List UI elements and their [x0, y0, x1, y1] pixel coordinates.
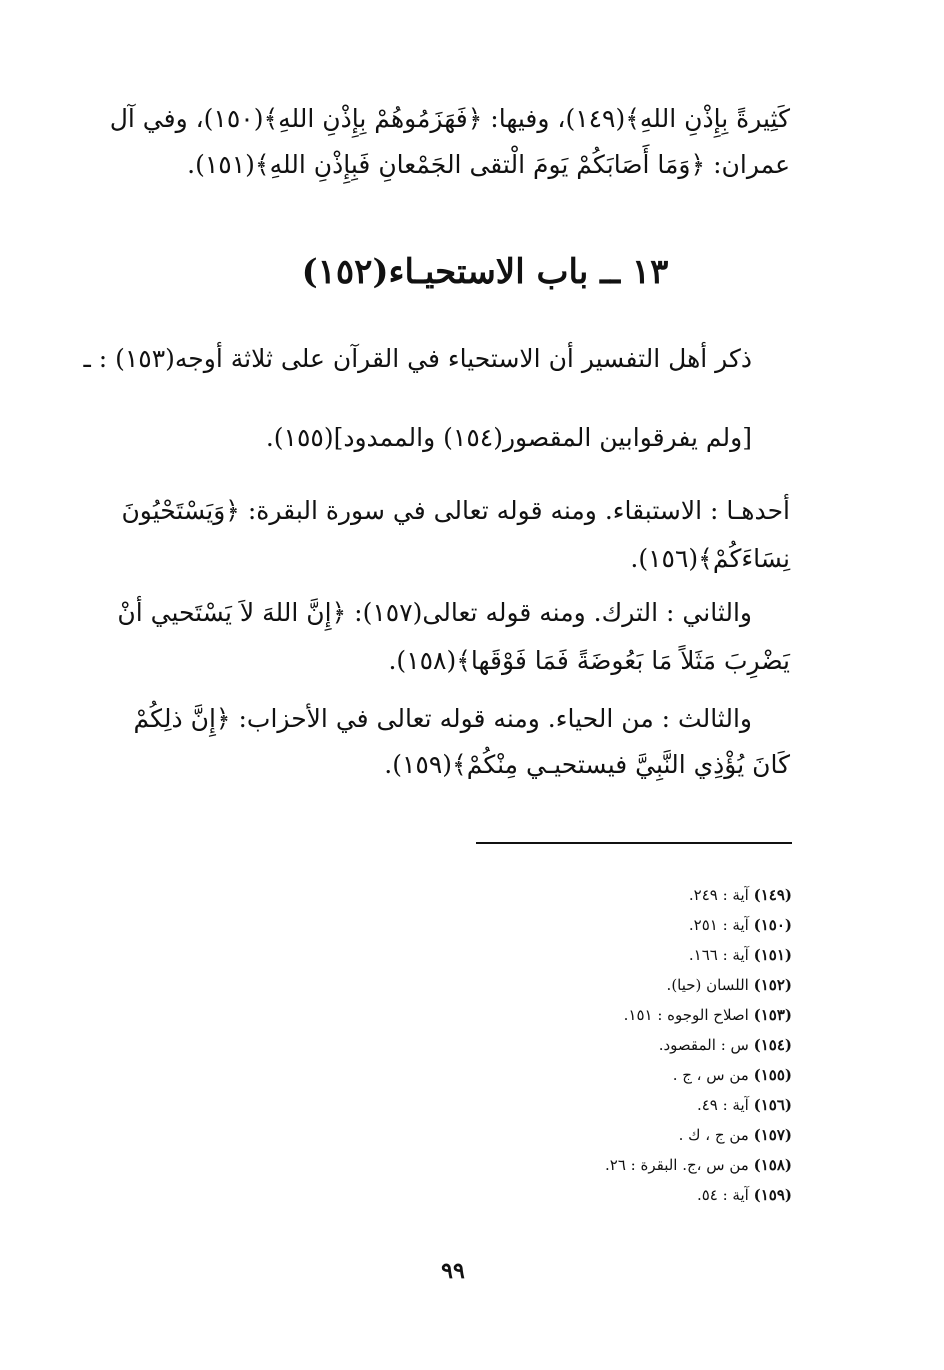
footnote-text: من س ،ج. البقرة : ٢٦. — [604, 1156, 749, 1174]
footnote-number: (١٥١) — [753, 946, 792, 964]
footnote-text: اللسان (حيا). — [666, 976, 749, 994]
footnote-158 — [605, 1154, 792, 1176]
footnote-number: (١٥٠) — [753, 916, 792, 934]
footnote-text: آية : ٤٩. — [696, 1096, 749, 1114]
footnote-text: من س ، ج . — [672, 1066, 749, 1084]
paragraph-third-line-1: والثالث : من الحياء. ومنه قوله تعالى في الأحزاب: ﴿إِنَّ ذلِكُمْ — [133, 704, 752, 733]
footnote-number: (١٥٨) — [753, 1156, 792, 1174]
footnote-text: آية : ٢٤٩. — [688, 886, 749, 904]
footnote-text: آية : ٥٤. — [696, 1186, 749, 1204]
footnote-text: آية : ١٦٦. — [688, 946, 749, 964]
footnote-text: س : المقصود. — [658, 1036, 749, 1054]
footnote-number: (١٤٩) — [753, 886, 792, 904]
footnote-157 — [679, 1124, 792, 1146]
footnote-text: اصلاح الوجوه : ١٥١. — [623, 1006, 749, 1024]
footnote-151 — [689, 944, 792, 966]
footnote-text: من ج ، ك . — [678, 1126, 749, 1144]
paragraph-intro: ذكر أهل التفسير أن الاستحياء في القرآن على ثلاثة أوجه(١٥٣) : ـ — [83, 344, 752, 373]
paragraph-second-line-1: والثاني : الترك. ومنه قوله تعالى(١٥٧): ﴿إِنَّ اللهَ لاَ يَسْتَحيي أنْ — [117, 598, 752, 627]
paragraph-note: [ولم يفرقوابين المقصور(١٥٤) والممدود](١٥٥). — [265, 423, 752, 452]
footnote-number: (١٥٦) — [753, 1096, 792, 1114]
paragraph-first-line-1: أحدهـا : الاستبقاء. ومنه قوله تعالى في سورة البقرة: ﴿وَيَسْتَحْيُونَ — [121, 496, 790, 525]
page-number: ٩٩ — [441, 1258, 465, 1284]
footnote-number: (١٥٩) — [753, 1186, 792, 1204]
intro-line-1: كَثِيرةً بِإِذْنِ اللهِ﴾(١٤٩)، وفيها: ﴿فَهَزَمُوهُمْ بِإِذْنِ اللهِ﴾(١٥٠)، وفي آل — [109, 104, 790, 133]
footnote-153 — [624, 1004, 792, 1026]
footnote-156 — [697, 1094, 792, 1116]
footnote-152 — [667, 974, 792, 996]
footnote-number: (١٥٧) — [753, 1126, 792, 1144]
footnote-number: (١٥٤) — [753, 1036, 792, 1054]
footnote-number: (١٥٢) — [753, 976, 792, 994]
paragraph-third-line-2: كَانَ يُؤْذِي النَّبِيَّ فيستحيـي مِنْكُمْ﴾(١٥٩). — [384, 750, 790, 779]
footnote-number: (١٥٥) — [753, 1066, 792, 1084]
footnote-154 — [659, 1034, 792, 1056]
paragraph-second-line-2: يَضْرِبَ مَثَلاً مَا بَعُوضَةً فَمَا فَوْقَها﴾(١٥٨). — [388, 646, 790, 675]
intro-line-2: عمران: ﴿وَمَا أَصَابَكُمْ يَومَ الْتقى الجَمْعانِ فَبِإِذْنِ اللهِ﴾(١٥١). — [187, 150, 790, 179]
paragraph-first-line-2: نِسَاءَكُمْ﴾(١٥٦). — [630, 544, 790, 573]
footnote-number: (١٥٣) — [753, 1006, 792, 1024]
footnote-separator — [476, 842, 792, 844]
footnote-149 — [689, 884, 792, 906]
section-heading: ١٣ ــ باب الاستحيـاء(١٥٢) — [301, 252, 669, 292]
footnote-150 — [689, 914, 792, 936]
footnote-159 — [697, 1184, 792, 1206]
footnote-text: آية : ٢٥١. — [688, 916, 749, 934]
footnote-155 — [673, 1064, 792, 1086]
